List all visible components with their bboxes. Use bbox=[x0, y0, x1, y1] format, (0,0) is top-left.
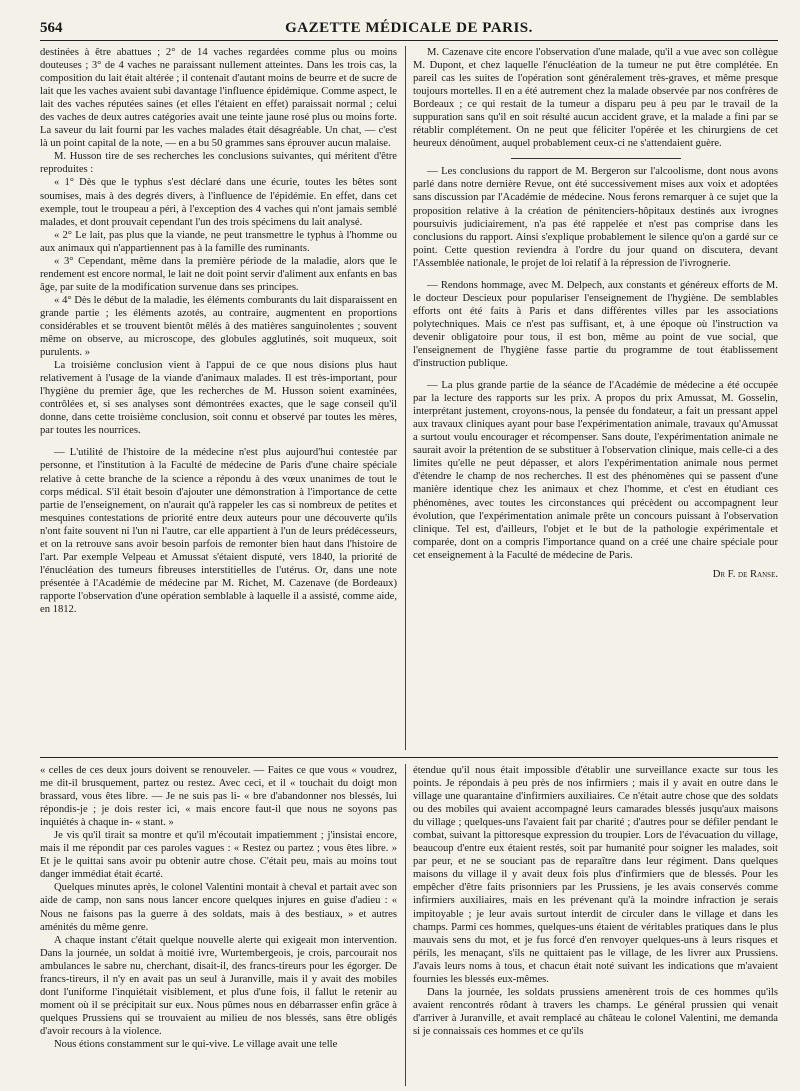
paragraph: — Les conclusions du rapport de M. Bergeron sur l'alcoolisme, dont nous avons parlé dans notre dernière Revue, ont été successivement mises aux voix et adoptées sans discussion par l'Académie de médecine. Nous ferons remarquer à ce sujet que la proposition relative à la création de pénitenciers-hôpitaux destinés aux ivrognes poursuivis judiciairement, n'a pas été rappelée et n'est pas comprise dans les conclusions du rapport. Ainsi s'explique probablement le silence qu'on a gardé sur ce point. Cette question reviendra à l'ordre du jour quand on discutera, devant l'Assemblée nationale, le projet de loi relatif à la répression de l'ivrognerie. bbox=[413, 166, 778, 269]
paragraph: Dans la journée, les soldats prussiens amenèrent trois de ces hommes qu'ils avaient rencontrés rôdant à travers les champs. Le général prussien qui venait d'arriver à Juranville, et avait remplacé au château le colonel Valentini, me demanda si je connaissais ces hommes et ce qu'ils bbox=[413, 986, 778, 1037]
paragraph: M. Husson tire de ses recherches les conclusions suivantes, qui méritent d'être reproduites : bbox=[40, 151, 397, 176]
page-header bbox=[40, 14, 778, 41]
paragraph: « 2° Le lait, pas plus que la viande, ne peut transmettre le typhus à l'homme ou aux animaux qui n'appartiennent pas à la famille des ruminants. bbox=[40, 229, 397, 254]
lower-right-column bbox=[413, 764, 778, 1086]
paragraph: — Rendons hommage, avec M. Delpech, aux constants et généreux efforts de M. le docteur Descieux pour populariser l'enseignement de l'hygiène. De semblables efforts ont été faits à Paris et dans différentes villes par les associations polytechniques. Mais ce n'est pas suffisant, et, à une époque où l'instruction va devenir obligatoire pour tous, il est bon, même au point de vue social, que l'enseignement de l'hygiène fasse partie du programme de tout établissement d'instruction publique. bbox=[413, 279, 778, 370]
section-separator bbox=[511, 158, 681, 159]
page-number: 564 bbox=[40, 20, 63, 36]
paragraph: « 1° Dès que le typhus s'est déclaré dans une écurie, toutes les bêtes sont soumises, mais à des degrés divers, à l'influence de l'épidémie. En effet, dans cet exemple, tout le troupeau a péri, à l'exception des 4 vaches qui n'ont jamais semblé malades, et dont prouvait cependant l'un des trois spécimens du lait analysé. bbox=[40, 177, 397, 228]
paragraph: étendue qu'il nous était impossible d'établir une surveillance exacte sur tous les points. Je répondais à peu près de nos infirmiers ; mais il y avait en outre dans le village une quarantaine d'infirmiers auxiliaires. Ce n'était autre chose que des soldats ou des mobiles qui avaient accompagné leurs camarades blessés jusqu'aux maisons du village ; quelques-uns l'avaient fait par charité ; d'autres pour se défiler pendant le combat, suivant la pittoresque expression du troupier. Lors de l'évacuation du village, beaucoup d'entre eux étaient restés, soit par humanité pour soigner les malades, soit par peur, et ne se souciant pas de reparaître dans leur régiment. Dans quelques maisons du village il y avait deux fois plus d'infirmiers que de blessés. Pour les empêcher d'être faits prisonniers par les Prussiens, je les avais conservés comme infirmiers auxiliaires, mais en les prévenant qu'à la moindre infraction je serais impitoyable ; je leur avais surtout interdit de circuler dans le village et dans les champs. Parmi ces hommes, quelques-uns étaient de véritables pratiques dans le plus mauvais sens du mot, et je fus forcé d'en renvoyer quelques-uns à leurs risques et périls, les menaçant, s'ils ne quittaient pas le village, de les livrer aux Prussiens. J'avais leurs noms à tous, et chacun était noté suivant les indications que m'avaient fournies les blessés eux-mêmes. bbox=[413, 765, 778, 985]
section-rule bbox=[40, 757, 778, 758]
paragraph: A chaque instant c'était quelque nouvelle alerte qui exigeait mon intervention. Dans la journée, un soldat à moitié ivre, Wurtembergeois, je crois, parcourait nos ambulances le sabre nu, cherchant, disait-il, des francs-tireurs pour les égorger. De francs-tireurs, il n'y en avait pas un seul à Juranville, mais il y avait des mobiles dont l'uniforme l'inquiétait visiblement, et plus d'une fois, il fallut le retenir au moment où il se précipitait sur eux. Nous pûmes nous en débarrasser enfin grâce à quelques Prussiens qui se trouvaient au milieu de nos blessés, sans être obligés d'avoir recours à la violence. bbox=[40, 934, 397, 1037]
paragraph: Je vis qu'il tirait sa montre et qu'il m'écoutait impatiemment ; j'insistai encore, mais il me répondit par ces paroles vagues : « Restez ou partez ; vous êtes libre. » Et je le quittai sans avoir pu obtenir autre chose. C'était peu, mais au moins tout danger immédiat était écarté. bbox=[40, 830, 397, 881]
author-signature: Dr F. de Ranse. bbox=[712, 568, 778, 580]
column-divider bbox=[405, 46, 406, 750]
upper-left-column bbox=[40, 46, 397, 750]
paragraph: « 4° Dès le début de la maladie, les éléments comburants du lait disparaissent en grande partie ; les éléments azotés, au contraire, augmentent en proportions considérables et se trouvent bientôt mêlés à des matières sanguinolentes ; souvent même on observe, au microscope, des globules agglutinés, soit muqueux, soit purulents. » bbox=[40, 294, 397, 359]
paragraph: destinées à être abattues ; 2° de 14 vaches regardées comme plus ou moins douteuses ; 3° de 4 vaches ne paraissant nullement atteintes. Dans les trois cas, la composition du lait était altérée ; il contenait d'autant moins de beurre et de sucre de lait que les vaches avaient subi davantage l'influence épidémique. Comme aspect, le lait des vaches réputées saines (et elles l'étaient en effet) paraissait normal ; celui des vaches de deux autres catégories avait une teinte jaune rosé plus ou moins forte. La saveur du lait fourni par les vaches malades était désagréable. Un chat, — c'est là un point capital de la note, — en a bu 50 grammes sans éprouver aucun malaise. bbox=[40, 47, 397, 150]
paragraph: Nous étions constamment sur le qui-vive. Le village avait une telle bbox=[54, 1038, 338, 1050]
paragraph: — La plus grande partie de la séance de l'Académie de médecine a été occupée par la lecture des rapports sur les prix. A propos du prix Amussat, M. Gosselin, interprétant justement, croyons-nous, la pensée du fondateur, a fait un pressant appel aux travaux cliniques ayant pour base l'expérimentation animale, travaux qu'Amussat a surtout voulu encourager et récompenser. Sans doute, l'expérimentation animale ne saurait avoir la prétention de se substituer à l'observation clinique, mais celle-ci a des limites qu'elle ne peut dépasser, et alors l'expérimentation animale nous permet d'étendre le champ de nos recherches. Il est des phénomènes qui se passent d'une manière identique chez les animaux et chez l'homme, et c'est en étudiant ces phénomènes, avec toutes les circonstances qui précèdent ou accompagnent leur évolution, que l'expérimentation animale prête un concours puissant à l'observation clinique. Tel est, d'ailleurs, l'objet et le but de la pathologie expérimentale et comparée, dont on a compris l'importance quand on a créé une chaire spéciale pour cet enseignement à la Faculté de médecine de Paris. bbox=[413, 380, 778, 561]
paragraph: La troisième conclusion vient à l'appui de ce que nous disions plus haut relativement à l'usage de la viande d'animaux malades. Il est très-important, pour l'hygiène du premier âge, que les recherches de M. Husson soient examinées, contrôlées et, si ses analyses sont démontrées exactes, que le sage conseil qu'il donne, dans cette troisième conclusion, soit connu et observé par toutes les mères, par toutes les nourrices. bbox=[40, 360, 397, 437]
paragraph: Quelques minutes après, le colonel Valentini montait à cheval et partait avec son aide de camp, non sans nous lancer encore quelques injures en guise d'adieu : « Nous ne faisons pas la guerre à des soldats, mais à des bestiaux, » et autres aménités du même genre. bbox=[40, 882, 397, 933]
paragraph: — L'utilité de l'histoire de la médecine n'est plus aujourd'hui contestée par personne, et l'institution à la Faculté de médecine de Paris d'une chaire spéciale relative à cette branche de la science a répondu à des vœux unanimes de tout le corps médical. S'il était besoin d'ajouter une démonstration à l'importance de cette partie de l'enseignement, on n'aurait qu'à rappeler les cas si nombreux de petites et mesquines contestations de priorité entre deux auteurs pour une découverte qu'ils n'ont faite souvent ni l'un ni l'autre, car elle appartient à l'un de leurs prédécesseurs, et on la retrouve sans avoir besoin parfois de remonter bien haut dans l'histoire de l'art. Par exemple Velpeau et Amussat s'étaient disputé, vers 1840, la priorité de l'énucléation des tumeurs fibreuses interstitielles de l'utérus. Or, dans une note présentée à l'Académie de médecine par M. Richet, M. Cazenave (de Bordeaux) rapporte l'observation d'une opération semblable à laquelle il a assisté, comme aide, en 1812. bbox=[40, 447, 397, 615]
column-divider bbox=[405, 764, 406, 1086]
paragraph: « celles de ces deux jours doivent se renouveler. — Faites ce que vous « voudrez, me dit-il brusquement, partez ou restez. Avec ceci, et il « touchait du doigt mon brassard, vous êtes libre. — Je ne suis pas li- « bre d'abandonner nos blessés, lui répondis-je ; je dois rester ici, « mais encore faut-il que nous ne soyons pas inquiétés à chaque in- « stant. » bbox=[40, 765, 397, 829]
paragraph: « 3° Cependant, même dans la première période de la maladie, alors que le rendement est encore normal, le lait ne doit point servir d'aliment aux enfants en bas âge, par suite de la modification survenue dans ses principes. bbox=[40, 255, 397, 293]
upper-right-column bbox=[413, 46, 778, 750]
paragraph: M. Cazenave cite encore l'observation d'une malade, qu'il a vue avec son collègue M. Dupont, et chez laquelle l'énucléation de la tumeur ne put être complétée. En pareil cas les suites de l'opération sont généralement très-graves, et même presque toujours mortelles. Il en a été autrement chez la malade observée par nos confrères de Bordeaux ; ce qui restait de la tumeur a disparu peu à peu par le travail de la suppuration sans qu'il en soit résulté aucun accident grave, et la malade a fini par se rétablir complétement. On ne peut que féliciter l'opérée et les chirurgiens de cet heureux dénoûment, auquel probablement ceux-ci ne s'attendaient guère. bbox=[413, 47, 778, 150]
lower-left-column bbox=[40, 764, 397, 1086]
journal-title: GAZETTE MÉDICALE DE PARIS. bbox=[285, 20, 533, 36]
